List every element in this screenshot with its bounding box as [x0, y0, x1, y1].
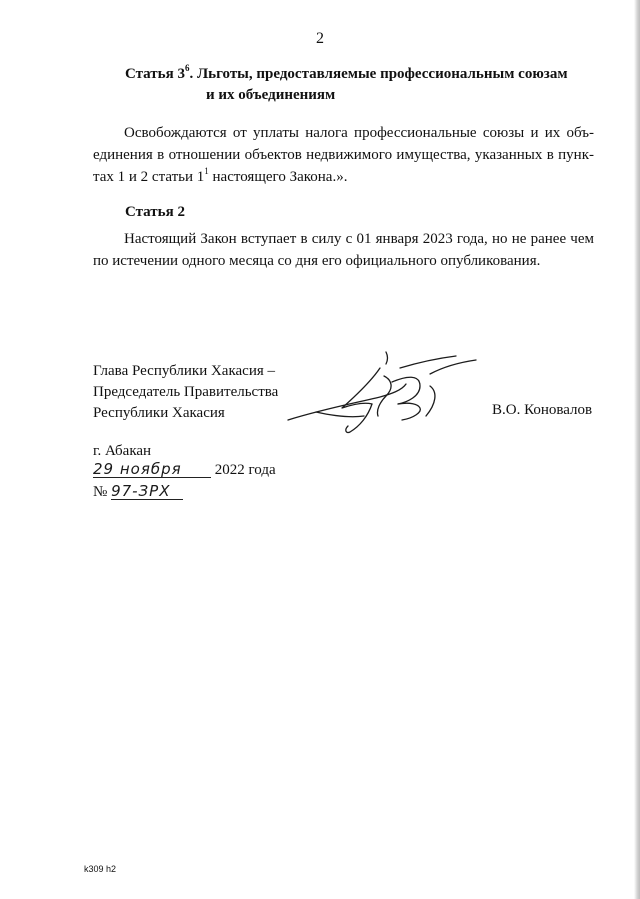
- handwritten-law-number: 97-ЗРХ: [111, 483, 183, 500]
- article-2-paragraph-line1: Настоящий Закон вступает в силу с 01 января 2023 года, но не ранее чем: [124, 231, 594, 247]
- signatory-position-line3: Республики Хакасия: [93, 405, 225, 421]
- signatory-position-line1: Глава Республики Хакасия –: [93, 363, 276, 379]
- number-label: №: [93, 484, 108, 500]
- article-2-paragraph-line2: по истечении одного месяца со дня его официального опубликования.: [93, 253, 541, 269]
- handwritten-date: 29 ноября: [93, 461, 211, 478]
- article-3-6-title-prefix: Статья 3: [125, 66, 185, 82]
- article-3-6-paragraph-line2: единения в отношении объектов недвижимого имущества, указанных в пунк-: [93, 147, 594, 163]
- year-text: 2022 года: [214, 462, 276, 478]
- page-number: 2: [316, 30, 324, 47]
- article-3-6-paragraph-line1: Освобождаются от уплаты налога профессиональные союзы и их объ-: [124, 125, 594, 141]
- handwritten-signature: [280, 346, 480, 446]
- article-3-6-title-line2: и их объединениям: [206, 87, 336, 103]
- article-3-6-title-rest: . Льготы, предоставляемые профессиональным союзам: [189, 66, 568, 82]
- article-2-title: Статья 2: [125, 204, 185, 220]
- article-3-6-paragraph-superscript: 1: [204, 166, 209, 176]
- article-3-6-title: [125, 64, 568, 84]
- document-footer-code: k309 h2: [84, 864, 117, 874]
- article-3-6-paragraph-line3-a: тах 1 и 2 статьи 1: [93, 169, 205, 185]
- scan-page-edge: [634, 0, 640, 899]
- signatory-name: В.О. Коновалов: [492, 402, 593, 418]
- article-3-6-title-superscript: 6: [184, 63, 190, 73]
- article-3-6-paragraph-line3: [93, 166, 347, 188]
- law-number-line: [93, 482, 183, 503]
- city-label: г. Абакан: [93, 443, 152, 459]
- article-3-6-paragraph-line3-b: настоящего Закона.».: [208, 169, 348, 185]
- signatory-position-line2: Председатель Правительства: [93, 384, 279, 400]
- date-line: [93, 460, 276, 481]
